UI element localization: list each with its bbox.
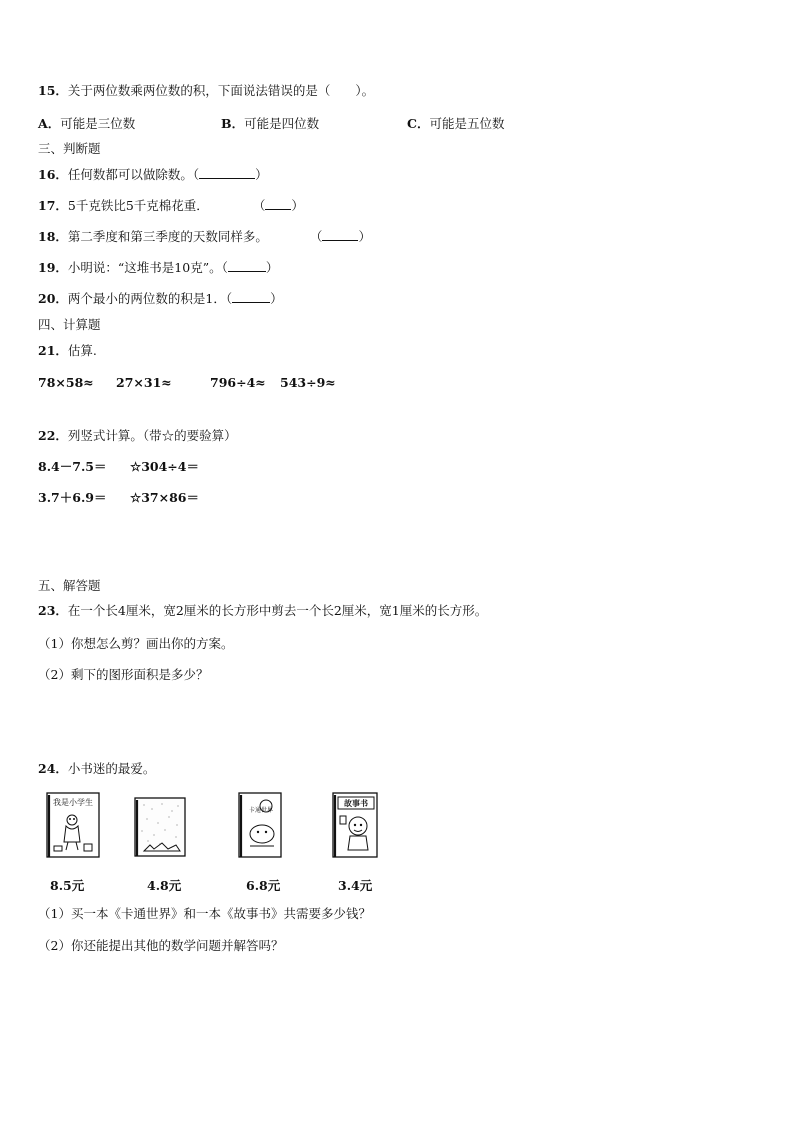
question-24-part-1: （1）买一本《卡通世界》和一本《故事书》共需要多少钱？ [38,906,371,921]
question-17: 17．5千克铁比5千克棉花重． （ ） [38,198,304,213]
answer-blank[interactable] [199,167,255,179]
option-c: C．可能是五位数 [407,116,505,131]
question-23-part-2: （2）剩下的图形面积是多少？ [38,667,209,682]
section-heading-judgement: 三、判断题 [38,141,101,156]
question-15 [38,83,374,99]
question-number: 15． [38,83,68,98]
question-16: 16．任何数都可以做除数。（ ） [38,167,268,182]
book-price: 6.8元 [246,878,281,893]
answer-blank[interactable] [322,229,358,241]
question-23: 23．在一个长4厘米，宽2厘米的长方形中剪去一个长2厘米，宽1厘米的长方形。 [38,603,488,618]
vertical-calc-item: 3.7＋6.9＝ [38,490,107,505]
answer-blank[interactable] [228,260,266,272]
question-18: 18．第二季度和第三季度的天数同样多。 （ ） [38,229,371,244]
question-19: 19．小明说：“这堆书是10克”。（ ） [38,260,279,275]
book-illustration [44,790,102,864]
estimate-item: 27×31≈ [116,375,172,390]
book-illustration [236,790,284,864]
question-23-part-1: （1）你想怎么剪？画出你的方案。 [38,636,234,651]
answer-blank[interactable] [265,198,291,210]
vertical-calc-item: 8.4－7.5＝ [38,459,107,474]
question-20: 20．两个最小的两位数的积是1．（ ） [38,291,283,306]
vertical-calc-item: ☆37×86＝ [130,490,199,505]
book-illustration [330,790,380,864]
option-a: A．可能是三位数 [38,116,136,131]
vertical-calc-item: ☆304÷4＝ [130,459,199,474]
book-price: 3.4元 [338,878,373,893]
book-title: 故事书 [344,799,368,808]
estimate-item: 78×58≈ [38,375,94,390]
estimate-item: 543÷9≈ [280,375,336,390]
section-heading-word-problems: 五、解答题 [38,578,101,593]
book-price: 4.8元 [147,878,182,893]
question-22: 22．列竖式计算。（带☆的要验算） [38,428,237,443]
section-heading-calculation: 四、计算题 [38,317,101,332]
book-title: 卡通世界 [249,807,274,814]
book-price: 8.5元 [50,878,85,893]
estimate-item: 796÷4≈ [210,375,266,390]
question-21: 21．估算. [38,343,97,358]
option-b: B．可能是四位数 [221,116,320,131]
question-24-part-2: （2）你还能提出其他的数学问题并解答吗？ [38,938,284,953]
answer-blank[interactable] [232,291,270,303]
book-title: 我是小学生 [53,798,93,807]
question-text: 关于两位数乘两位数的积，下面说法错误的是（ ）。 [67,83,375,98]
book-illustration [132,795,188,863]
question-24: 24．小书迷的最爱。 [38,761,156,776]
